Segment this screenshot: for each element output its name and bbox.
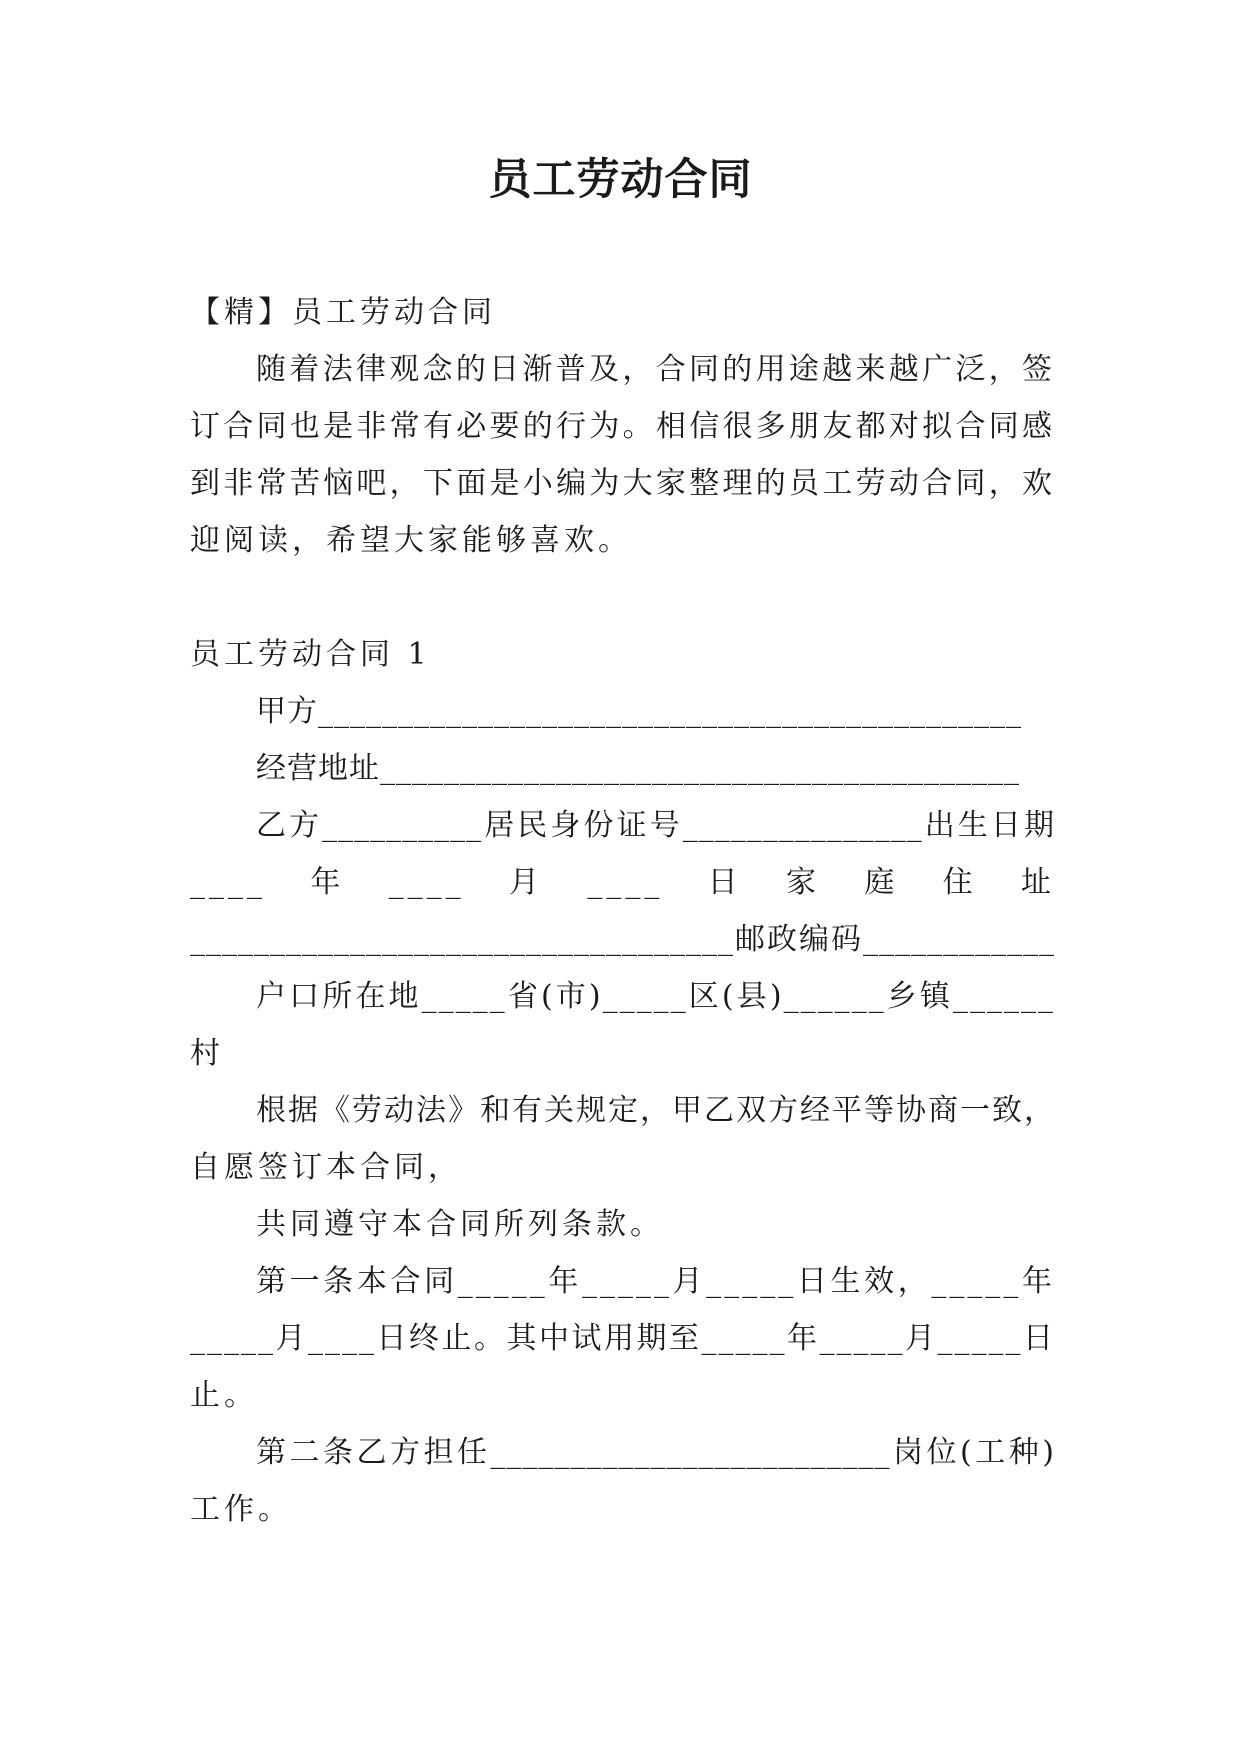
intro-line-1: 随着法律观念的日渐普及，合同的用途越来越广泛，签 [256, 352, 1055, 387]
article-one-line-end: 止。 [190, 1378, 258, 1413]
article-two-line-end: 工作。 [190, 1492, 292, 1527]
business-address-line: 经营地址________________________________________ [256, 751, 1020, 786]
section-heading: 员工劳动合同 1 [190, 637, 431, 672]
household-registration-line-end: 村 [190, 1036, 224, 1071]
party-a-line: 甲方____________________________________________ [256, 694, 1022, 729]
intro-line-4: 迎阅读，希望大家能够喜欢。 [190, 523, 632, 558]
intro-line-3: 到非常苦恼吧，下面是小编为大家整理的员工劳动合同，欢 [190, 466, 1055, 501]
subtitle-line: 【精】员工劳动合同 [190, 295, 496, 330]
intro-line-2: 订合同也是非常有必要的行为。相信很多朋友都对拟合同感 [190, 409, 1055, 444]
party-b-line: 乙方__________居民身份证号_______________出生日期 [256, 808, 1055, 843]
article-one-line-1: 第一条本合同_____年_____月_____日生效，_____年 [256, 1264, 1055, 1299]
compliance-line: 共同遵守本合同所列条款。 [256, 1207, 664, 1242]
document-title: 员工劳动合同 [488, 155, 753, 205]
postal-code-line: __________________________________邮政编码____________ [190, 922, 1055, 957]
legal-basis-line-end: 自愿签订本合同， [190, 1150, 462, 1185]
article-one-line-2: _____月____日终止。其中试用期至_____年_____月_____日 [190, 1321, 1055, 1356]
legal-basis-line: 根据《劳动法》和有关规定，甲乙双方经平等协商一致， [256, 1093, 1056, 1128]
article-two-line-1: 第二条乙方担任_________________________岗位(工种) [256, 1435, 1055, 1470]
birth-date-line: ____ 年 ____ 月 ____ 日 家 庭 住 址 [190, 865, 1055, 900]
household-registration-line: 户口所在地_____省(市)_____区(县)______乡镇______ [256, 979, 1055, 1014]
